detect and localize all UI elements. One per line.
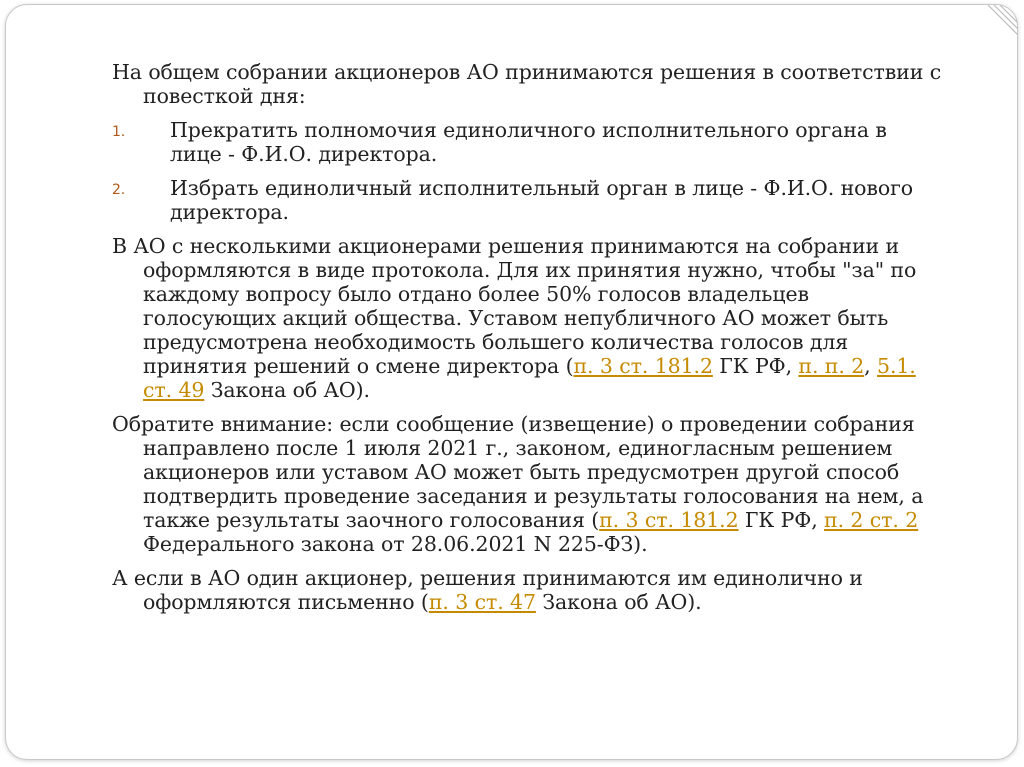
agenda-item-1 — [112, 118, 944, 166]
p4-text-1: А если в АО один акционер, решения принимаются им единолично и оформляются письменно ( — [112, 566, 863, 614]
p2-text-4: Закона об АО). — [204, 378, 370, 402]
p3-text-3: Федерального закона от 28.06.2021 N 225-ФЗ). — [143, 532, 648, 556]
agenda-item-2-number: 2. — [112, 182, 126, 198]
link-art-49-p2[interactable]: п. п. 2 — [798, 354, 865, 378]
agenda-item-1-text: Прекратить полномочия единоличного исполнительного органа в лице - Ф.И.О. директора. — [170, 118, 887, 166]
slide-content — [112, 60, 944, 624]
p3-text-2: ГК РФ, — [738, 508, 825, 532]
intro-text: На общем собрании акционеров АО принимаются решения в соответствии с повесткой дня: — [112, 60, 942, 108]
link-civil-code-181-2-second[interactable]: п. 3 ст. 181.2 — [599, 508, 739, 532]
intro-paragraph — [112, 60, 944, 108]
single-shareholder-paragraph — [112, 566, 944, 614]
corner-stripes-decoration — [984, 5, 1018, 39]
multi-shareholder-paragraph — [112, 234, 944, 402]
link-federal-law-art-2[interactable]: п. 2 ст. 2 — [824, 508, 919, 532]
p4-text-2: Закона об АО). — [535, 590, 702, 614]
link-art-47[interactable]: п. 3 ст. 47 — [428, 590, 536, 614]
p2-text-3: , — [864, 354, 877, 378]
p2-text-1: В АО с несколькими акционерами решения принимаются на собрании и оформляются в виде протокола. Для их принятия нужно, чтобы "за" по каждому вопросу было отдано более 50% голосов владельцев голосующих акций общества. Уставом непубличного АО может быть предусмотрена необходимость большего количества голосов для принятия решений о смене директора ( — [112, 234, 917, 378]
notice-paragraph — [112, 412, 944, 556]
p3-text-1: Обратите внимание: если сообщение (извещение) о проведении собрания направлено после 1 июля 2021 г., законом, единогласным решением акционеров или уставом АО может быть предусмотрен другой способ подтвердить проведение заседания и результаты голосования на нем, а также результаты заочного голосования ( — [112, 412, 924, 532]
p2-text-2: ГК РФ, — [712, 354, 799, 378]
link-civil-code-181-2[interactable]: п. 3 ст. 181.2 — [573, 354, 713, 378]
agenda-item-2-text: Избрать единоличный исполнительный орган в лице - Ф.И.О. нового директора. — [170, 176, 913, 224]
agenda-item-2 — [112, 176, 944, 224]
link-art-49-p5-1[interactable]: 5.1. ст. 49 — [143, 354, 916, 402]
agenda-item-1-number: 1. — [112, 124, 126, 140]
